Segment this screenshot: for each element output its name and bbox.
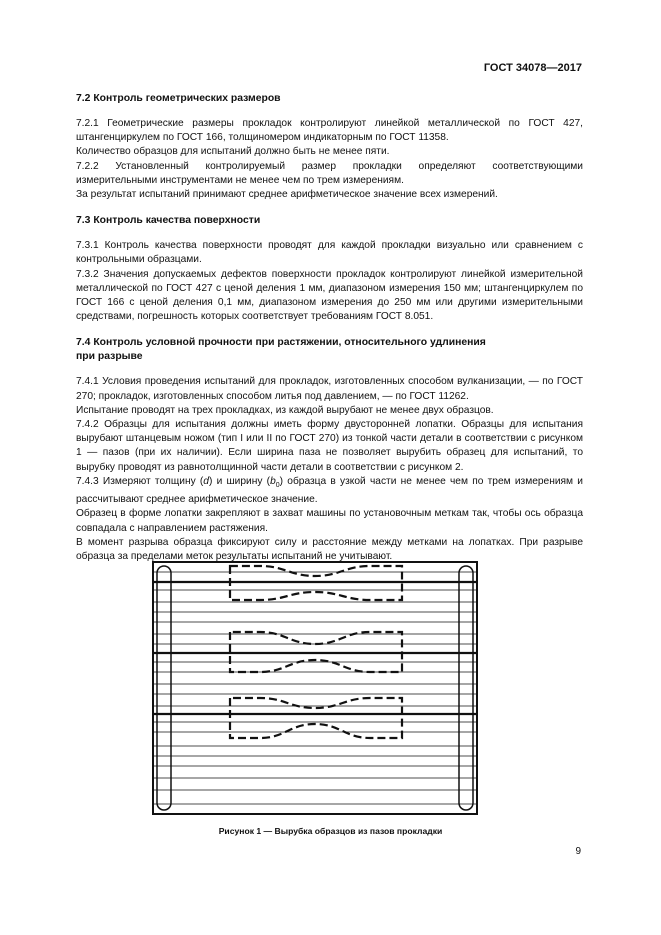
right-slot: [459, 566, 473, 810]
heading-line-1: 7.4 Контроль условной прочности при растяжении, относительного удлинения: [76, 337, 486, 349]
left-slot: [157, 566, 171, 810]
document-code: ГОСТ 34078—2017: [483, 62, 582, 74]
paragraph: Образец в форме лопатки закрепляют в захват машины по установочным меткам так, чтобы ось образца совпадала с направлением растяжения.: [76, 508, 583, 534]
figure-1-gasket-cutting: [150, 560, 480, 818]
paragraph: Количество образцов для испытаний должно быть не менее пяти.: [76, 146, 390, 158]
section-heading-7-4: [76, 336, 583, 364]
page-number: 9: [575, 846, 581, 857]
paragraph-7-4-1: 7.4.1 Условия проведения испытаний для прокладок, изготовленных способом вулканизации, — по ГОСТ 270; прокладок, изготовленных способом литья под давлением, — по ГОСТ 11262.: [76, 376, 583, 402]
paragraph-7-4-2: 7.4.2 Образцы для испытания должны иметь форму двусторонней лопатки. Образцы для испытания вырубают штанцевым ножом (тип I или II по ГОСТ 270) из тонкой части детали в соответствии с рисунком 1 — пазов (при их наличии). Если ширина паза не позволяет вырубить образец для испытаний, то вырубку проводят из равнотолщинной части детали в соответствии с рисунком 2.: [76, 419, 583, 473]
section-heading-7-2: 7.2 Контроль геометрических размеров: [76, 93, 281, 104]
gasket-outline: [153, 562, 477, 814]
paragraph: За результат испытаний принимают среднее арифметическое значение всех измерений.: [76, 189, 498, 201]
symbol-d: d: [203, 475, 209, 487]
paragraph-7-3-2: 7.3.2 Значения допускаемых дефектов поверхности прокладок контролируют линейкой измерительной металлической по ГОСТ 427 с ценой деления 1 мм, диапазоном измерения 150 мм; штангенциркулем по ГОСТ 166 с ценой деления 0,1 мм, диапазоном измерения до 250 мм или другими измерительными средствами, погрешность которых соответствует требованиям ГОСТ 8.051.: [76, 268, 583, 323]
text-run: 7.4.3 Измеряют толщину (: [76, 475, 204, 487]
paragraph-7-2-1: 7.2.1 Геометрические размеры прокладок контролируют линейкой металлической по ГОСТ 427, штангенциркулем по ГОСТ 166, толщиномером индикаторным по ГОСТ 11358.: [76, 118, 583, 144]
paragraph: В момент разрыва образца фиксируют силу и расстояние между метками на лопатках. При разрыве образца за пределами меток результаты испытаний не учитывают.: [76, 536, 583, 562]
symbol-b: b: [270, 475, 276, 487]
text-run: ) образца в узкой части не менее чем по трем измерениям и рассчитывают среднее арифметическое значение.: [76, 475, 583, 506]
text-run: ) и ширину (: [208, 475, 271, 487]
groove-lines: [153, 572, 477, 804]
heading-line-2: при разрыве: [76, 351, 143, 363]
paragraph-7-3-1: 7.3.1 Контроль качества поверхности проводят для каждой прокладки визуально или сравнением с контрольными образцами.: [76, 240, 583, 266]
figure-caption: Рисунок 1 — Вырубка образцов из пазов прокладки: [218, 826, 443, 836]
paragraph-7-2-2: 7.2.2 Установленный контролируемый размер прокладки определяют соответствующими измерительными инструментами не менее чем по трем измерениям.: [76, 160, 583, 186]
paragraph-7-4-3: [76, 475, 583, 507]
paragraph: Испытание проводят на трех прокладках, из каждой вырубают не менее двух образцов.: [76, 404, 494, 416]
document-body: [76, 92, 583, 564]
subscript-0: 0: [275, 481, 280, 489]
section-heading-7-3: 7.3 Контроль качества поверхности: [76, 215, 261, 227]
